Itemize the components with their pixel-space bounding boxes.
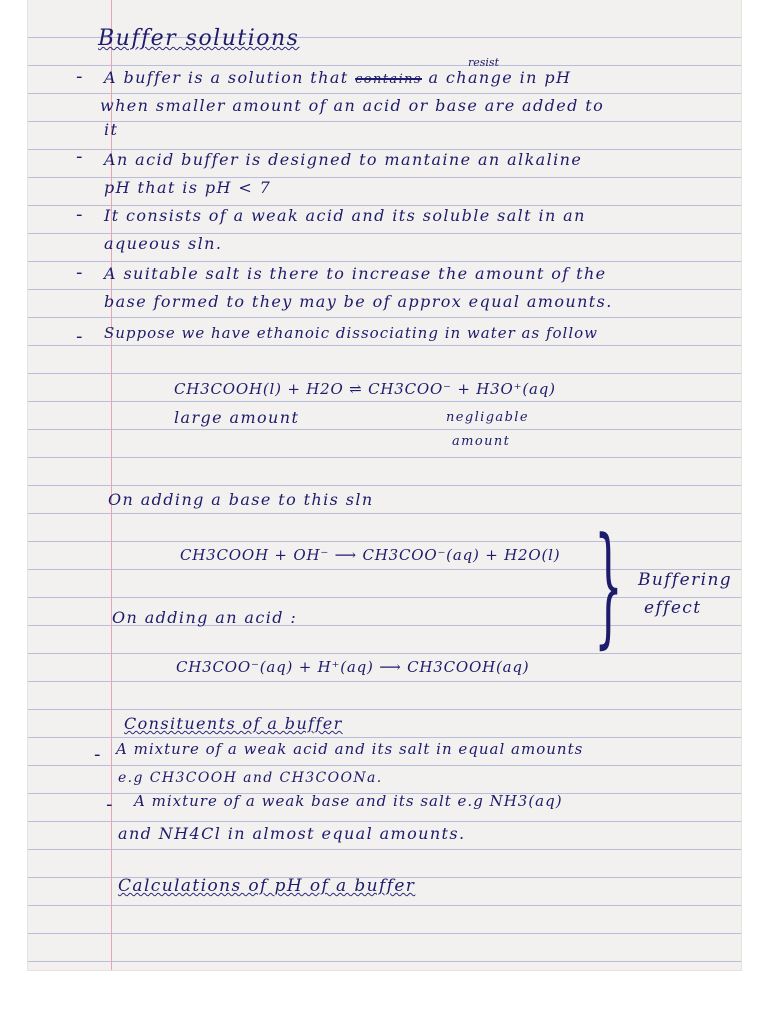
note-negligable: negligable: [446, 410, 529, 425]
definition-text-b: a change in pH: [428, 68, 572, 87]
constituents-line-1: A mixture of a weak acid and its salt in equal amounts: [116, 740, 584, 758]
consists-line-2: aqueous sln.: [104, 234, 223, 253]
constituents-line-4: and NH4Cl in almost equal amounts.: [118, 824, 466, 843]
inserted-word: resist: [468, 56, 499, 69]
equation-dissociation: CH3COOH(l) + H2O ⇌ CH3COO⁻ + H3O⁺(aq): [174, 380, 556, 398]
suppose-line: Suppose we have ethanoic dissociating in water as follow: [104, 324, 599, 342]
buffering-effect-label-2: effect: [644, 598, 702, 618]
definition-line-3: it: [104, 120, 119, 139]
curly-brace: }: [594, 509, 623, 661]
acid-buffer-line-2: pH that is pH < 7: [104, 178, 272, 197]
constituents-line-3: A mixture of a weak base and its salt e.g NH3(aq): [134, 792, 563, 810]
suitable-line-2: base formed to they may be of approx equal amounts.: [104, 292, 613, 311]
margin-line: [111, 0, 112, 970]
definition-line-1: [104, 68, 571, 87]
note-amount: amount: [452, 434, 511, 449]
bullet-dash: -: [76, 326, 83, 347]
buffering-effect-label-1: Buffering: [638, 570, 733, 590]
suitable-line-1: A suitable salt is there to increase the amount of the: [104, 264, 607, 283]
crossed-word: contains: [355, 72, 422, 87]
definition-text-a: A buffer is a solution that: [104, 68, 349, 87]
note-large-amount: large amount: [174, 408, 300, 427]
adding-base-heading: On adding a base to this sln: [108, 490, 374, 509]
equation-base: CH3COOH + OH⁻ ⟶ CH3COO⁻(aq) + H2O(l): [180, 546, 561, 564]
adding-acid-heading: On adding an acid :: [112, 608, 298, 627]
definition-line-2: when smaller amount of an acid or base are added to: [100, 96, 605, 115]
acid-buffer-line-1: An acid buffer is designed to mantaine an alkaline: [104, 150, 583, 169]
consists-line-1: It consists of a weak acid and its soluble salt in an: [104, 206, 586, 225]
constituents-heading: Consituents of a buffer: [124, 714, 343, 733]
bullet-dash: -: [76, 204, 83, 225]
bullet-dash: -: [76, 66, 83, 87]
bullet-dash: -: [76, 146, 83, 167]
bullet-dash: -: [76, 262, 83, 283]
equation-acid: CH3COO⁻(aq) + H⁺(aq) ⟶ CH3COOH(aq): [176, 658, 530, 676]
page-title: Buffer solutions: [98, 26, 300, 51]
bullet-dash: -: [106, 794, 113, 815]
constituents-line-2: e.g CH3COOH and CH3COONa.: [118, 770, 383, 786]
bullet-dash: -: [94, 744, 101, 765]
calculations-heading: Calculations of pH of a buffer: [118, 876, 416, 896]
